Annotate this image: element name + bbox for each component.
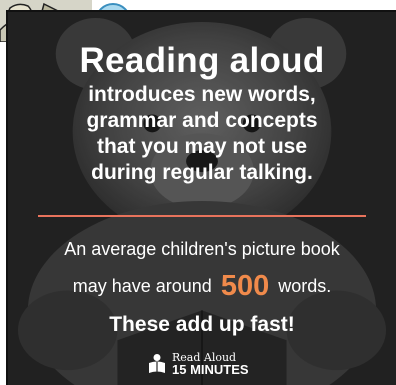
intro-text (8, 82, 396, 186)
poster (6, 10, 396, 385)
highlight-number: 500 (220, 270, 270, 302)
intro-line: introduces new words, (88, 83, 316, 106)
brand-logo (146, 352, 249, 376)
tagline: These add up fast! (109, 313, 295, 336)
brand-name-line-1: Read Aloud (172, 351, 237, 364)
intro-line: that you may not use (96, 135, 308, 158)
fact-text-before: may have around (72, 276, 212, 296)
intro-line: during regular talking. (91, 161, 313, 184)
divider (38, 215, 366, 217)
person-with-book-icon (146, 353, 168, 375)
poster-text (8, 12, 396, 385)
fact-line-2 (8, 268, 396, 304)
fact-text-after: words. (278, 276, 332, 296)
brand-name-line-2: 15 MINUTES (172, 362, 249, 377)
headline: Reading aloud (79, 41, 325, 80)
intro-line: grammar and concepts (86, 109, 318, 132)
fact-line-1: An average children's picture book (64, 239, 340, 259)
